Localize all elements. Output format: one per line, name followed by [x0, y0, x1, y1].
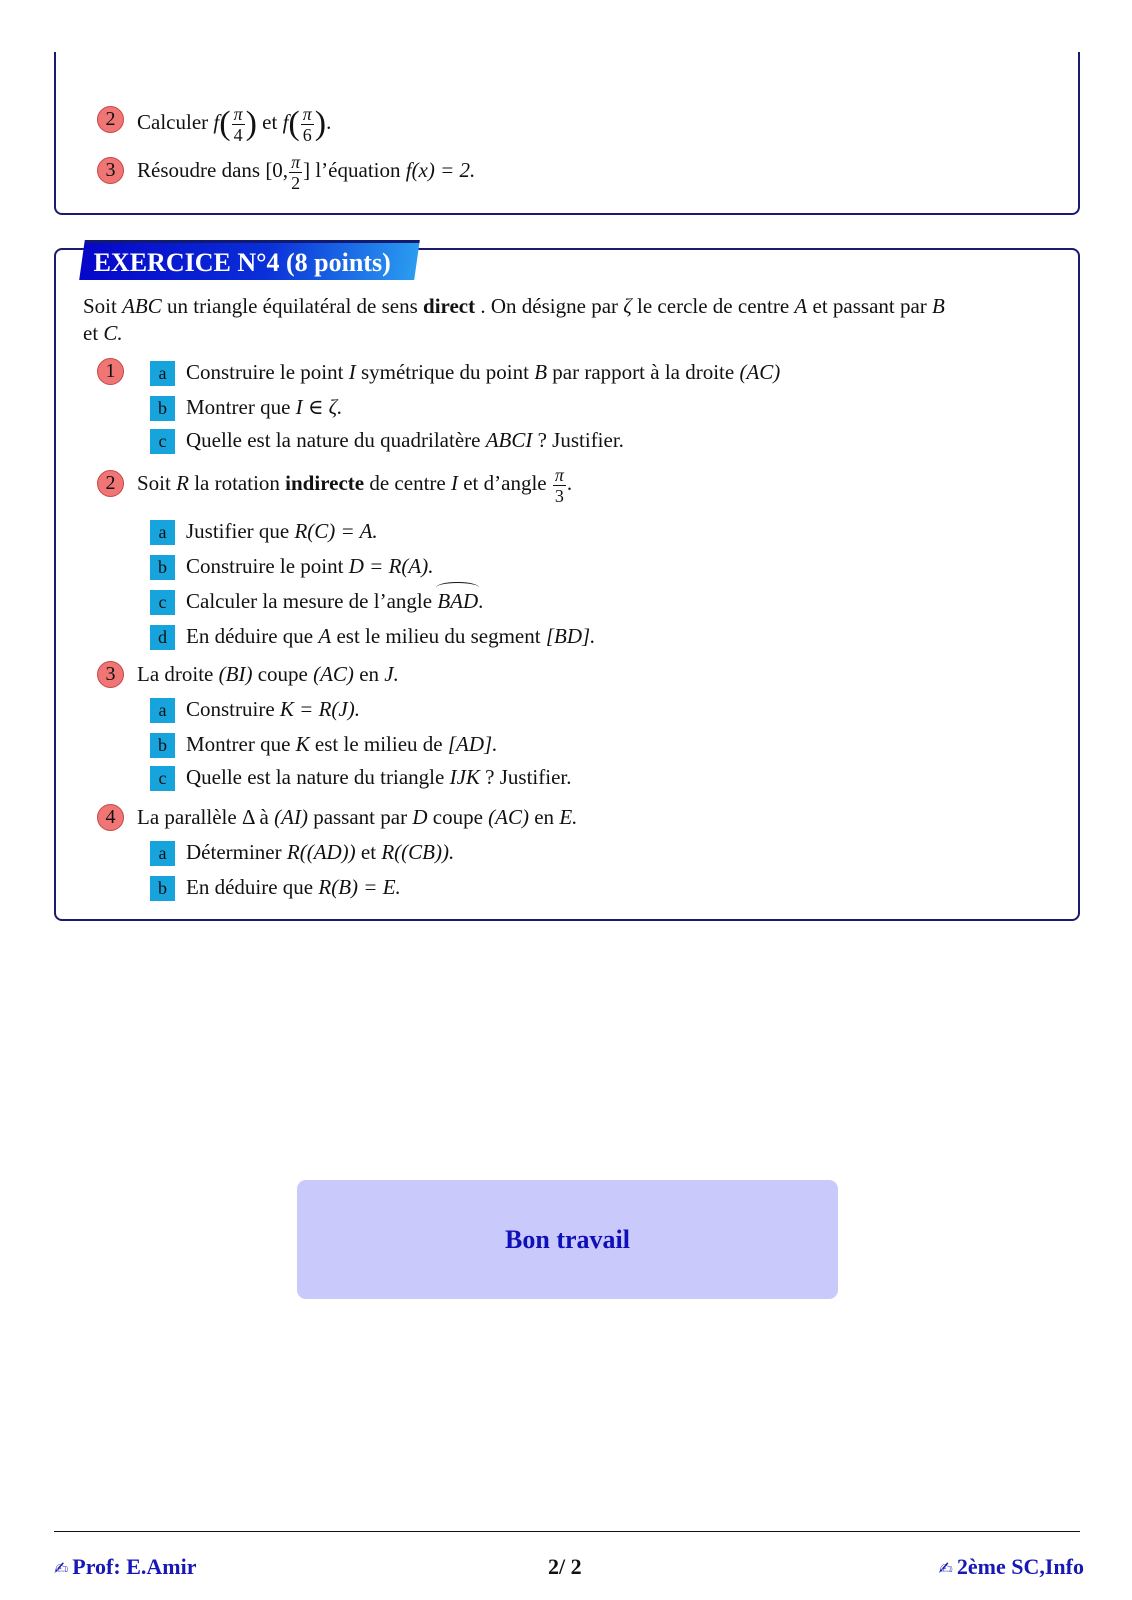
angle-notation: BAD: [437, 586, 478, 616]
question-text: l’équation: [315, 158, 401, 182]
exercise-title-banner: [79, 240, 420, 280]
sub-question-text: Montrer que I ∈ ζ.: [186, 395, 343, 419]
footer-class: ✍ 2ème SC,Info: [938, 1554, 1084, 1579]
sub-question-text: Déterminer R((AD)) et R((CB)).: [186, 840, 455, 864]
footer-author: ✍ Prof: E.Amir: [54, 1554, 197, 1579]
question-number-badge: 3: [97, 661, 124, 688]
question-number-badge: 4: [97, 804, 124, 831]
sub-question-badge: b: [150, 555, 175, 580]
fraction: $\frac{\pi}{4}$: [233, 103, 243, 145]
sub-question-text: Quelle est la nature du triangle IJK ? Justifier.: [186, 765, 572, 789]
sub-question-text: Construire le point D = R(A).: [186, 554, 434, 578]
question-text: et: [262, 110, 278, 134]
question-text: Résoudre dans: [137, 158, 261, 182]
sub-question-text: Quelle est la nature du quadrilatère ABCI ? Justifier.: [186, 428, 624, 452]
exercise-intro-continued: et C.: [83, 321, 123, 345]
sub-question-text: En déduire que A est le milieu du segment [BD].: [186, 624, 596, 648]
fraction: $\frac{\pi}{2}$: [291, 151, 301, 193]
sub-question-badge: b: [150, 396, 175, 421]
sub-question-text: Calculer la mesure de l’angle BAD.: [186, 586, 483, 616]
sub-question-badge: c: [150, 766, 175, 791]
question-line: Calculer f( $\frac{\pi}{4}$ ) et f( $\frac{\pi}{6}$ ).: [137, 103, 332, 145]
math-function: f: [213, 110, 220, 134]
bon-travail-box: [297, 1180, 838, 1299]
footer-rule: [54, 1531, 1080, 1532]
question-line: Résoudre dans [0, $\frac{\pi}{2}$ ] l’équation f(x) = 2.: [137, 151, 476, 193]
sub-question-badge: d: [150, 625, 175, 650]
question-number-badge: 1: [97, 358, 124, 385]
sub-question-badge: b: [150, 733, 175, 758]
sub-question-text: Construire le point I symétrique du point B par rapport à la droite (AC): [186, 360, 781, 384]
fraction: $\frac{\pi}{3}$: [554, 464, 564, 506]
page-number: 2/ 2: [548, 1554, 582, 1579]
sub-question-badge: a: [150, 520, 175, 545]
sub-question-text: Justifier que R(C) = A.: [186, 519, 378, 543]
sub-question-text: Construire K = R(J).: [186, 697, 360, 721]
question-number-badge: 2: [97, 470, 124, 497]
writing-hand-icon: ✍: [54, 1559, 69, 1579]
bon-travail-text: Bon travail: [505, 1225, 630, 1254]
question-number-badge: 3: [97, 157, 124, 184]
question-line: Soit R la rotation indirecte de centre I et d’angle $\frac{\pi}{3}$ .: [137, 464, 573, 506]
question-line: La parallèle Δ à (AI) passant par D coupe (AC) en E.: [137, 805, 578, 829]
question-line: La droite (BI) coupe (AC) en J.: [137, 662, 399, 686]
sub-question-badge: c: [150, 429, 175, 454]
sub-question-badge: a: [150, 841, 175, 866]
question-number-badge: 2: [97, 106, 124, 133]
sub-question-text: En déduire que R(B) = E.: [186, 875, 401, 899]
sub-question-badge: b: [150, 876, 175, 901]
sub-question-badge: a: [150, 361, 175, 386]
sub-question-badge: a: [150, 698, 175, 723]
question-text: Calculer: [137, 110, 209, 134]
exercise-title: EXERCICE N°4 (8 points): [93, 248, 391, 277]
writing-hand-icon: ✍: [938, 1559, 953, 1579]
math-function: f: [282, 110, 289, 134]
fraction: $\frac{\pi}{6}$: [302, 103, 312, 145]
sub-question-badge: c: [150, 590, 175, 615]
sub-question-text: Montrer que K est le milieu de [AD].: [186, 732, 498, 756]
exercise-intro: Soit ABC un triangle équilatéral de sens direct . On désigne par ζ le cercle de centre A et passant par B: [83, 294, 945, 318]
math-equation: f(x) = 2.: [405, 158, 476, 182]
